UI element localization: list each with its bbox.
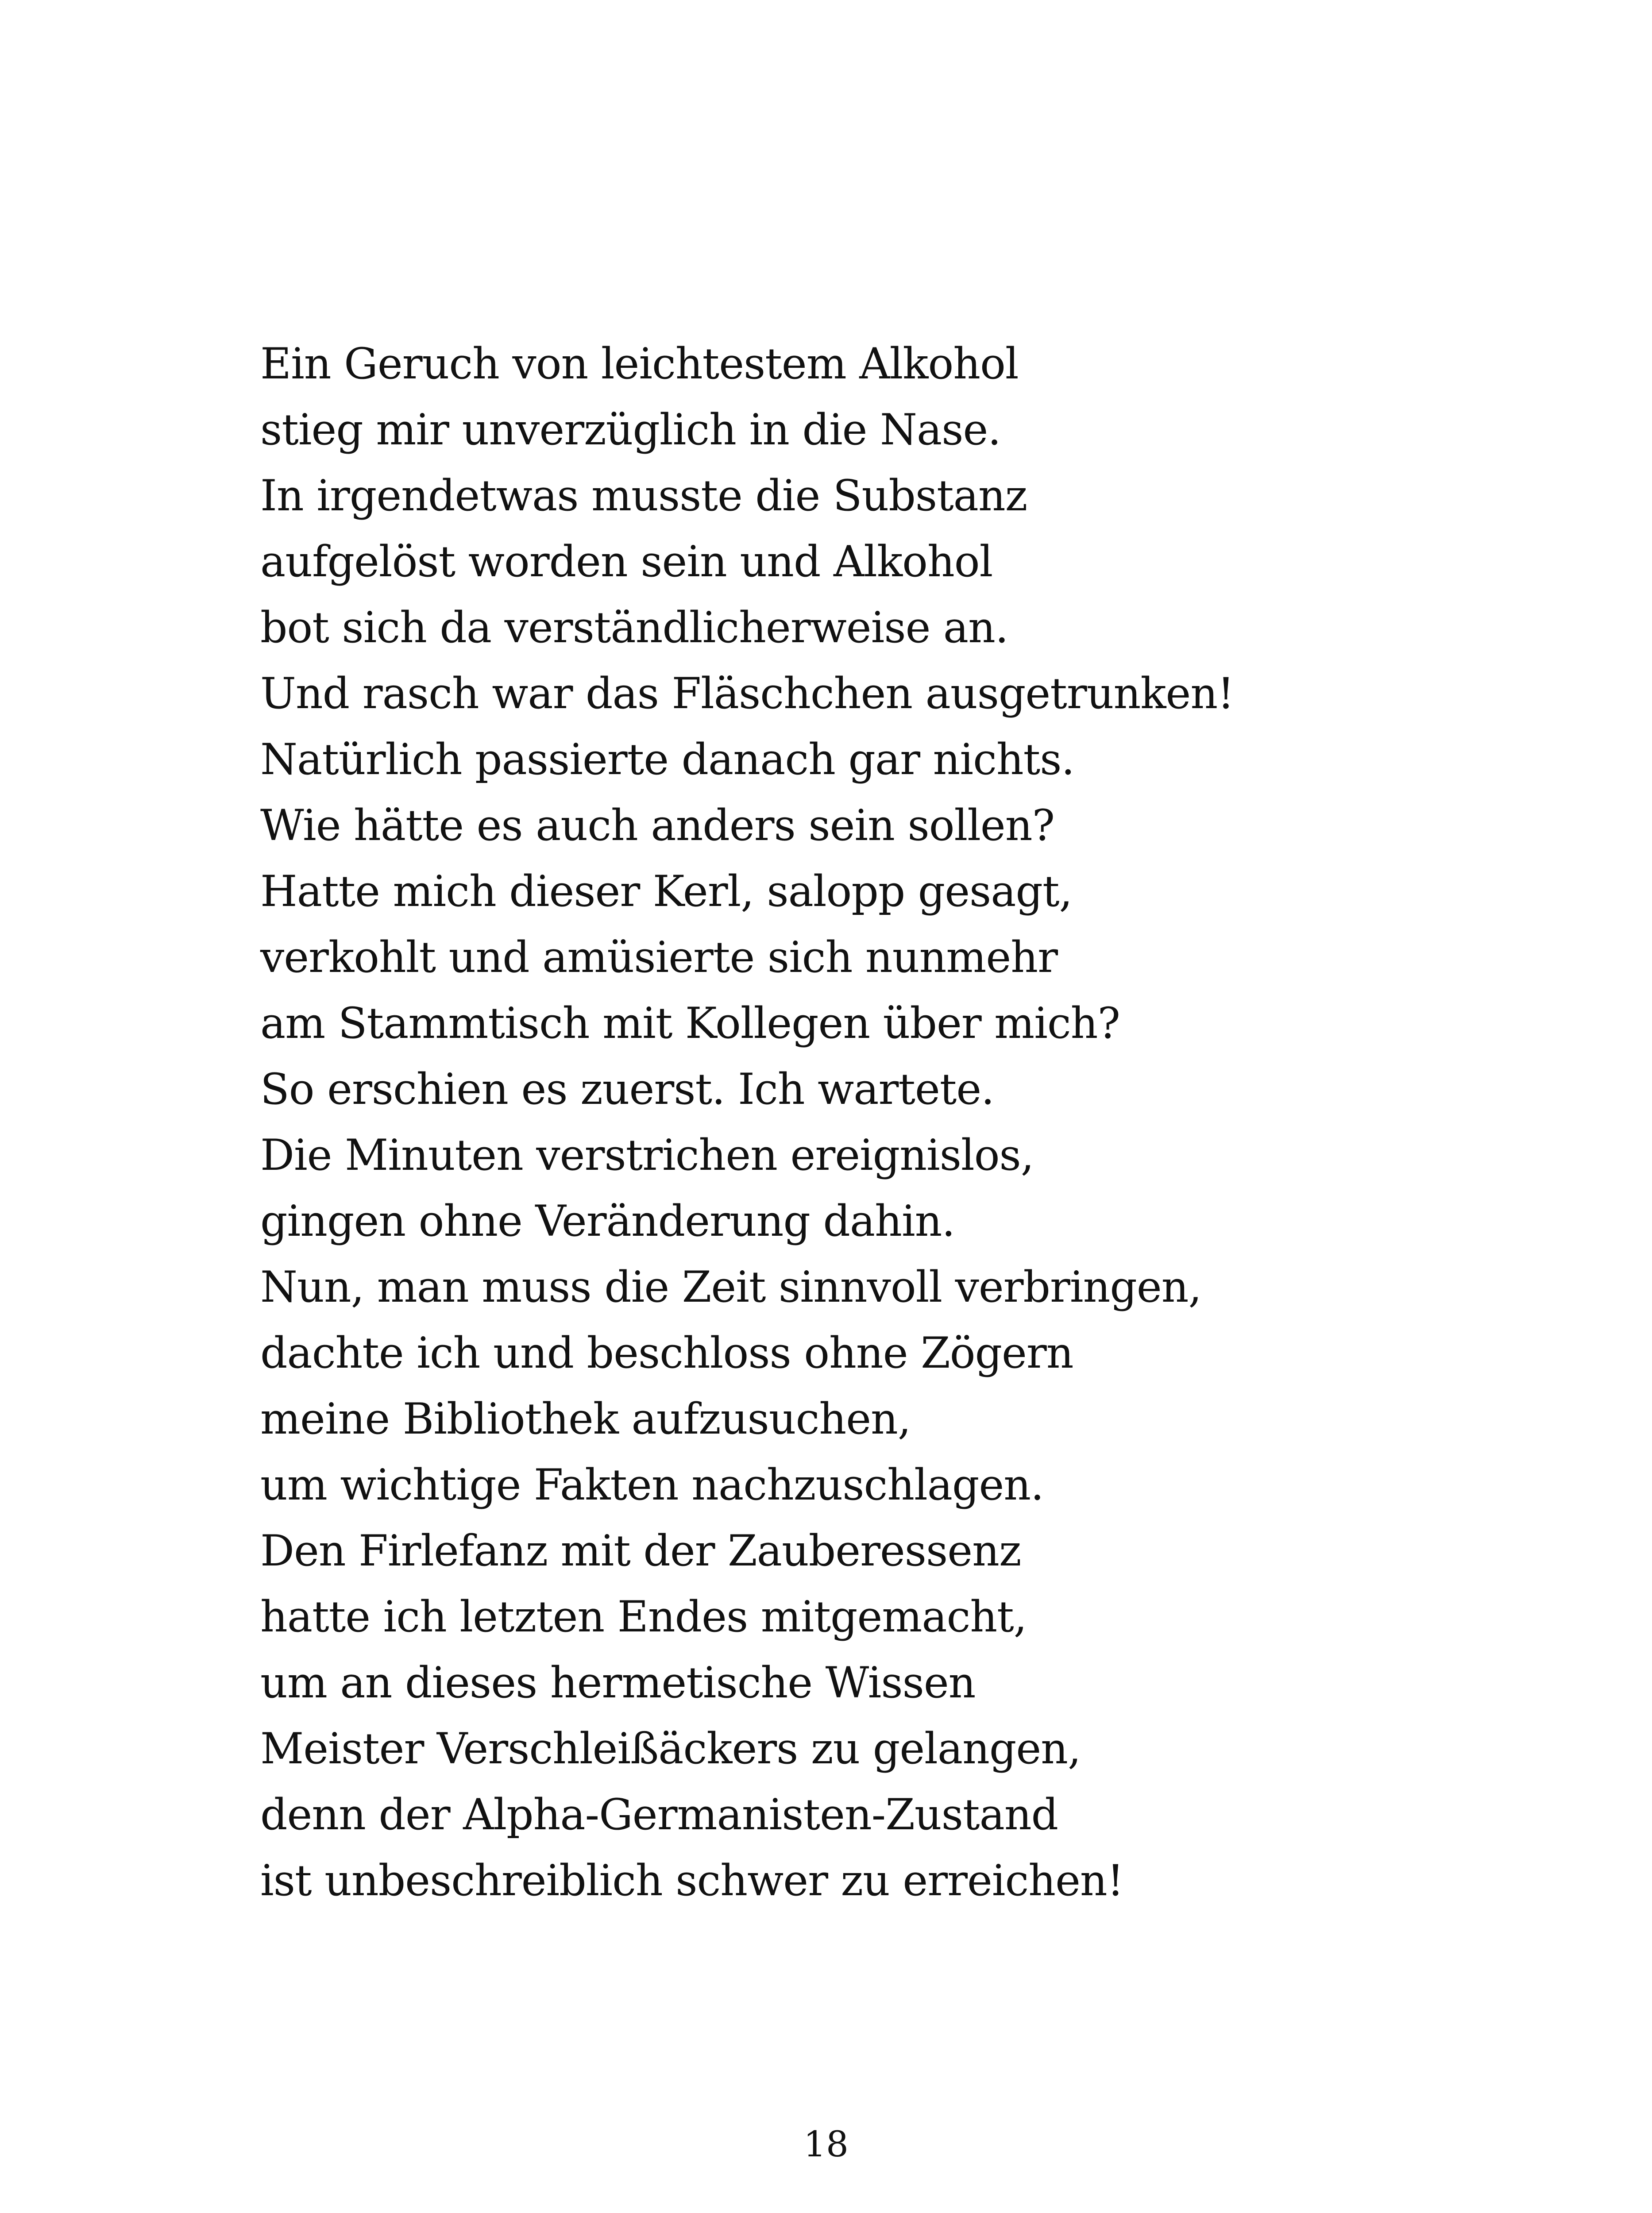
poem-line: am Stammtisch mit Kollegen über mich? (260, 999, 1120, 1048)
poem-line: Meister Verschleißäckers zu gelangen, (260, 1724, 1081, 1773)
poem-line: So erschien es zuerst. Ich wartete. (260, 1064, 994, 1114)
poem-line: gingen ohne Veränderung dahin. (260, 1196, 955, 1246)
poem-line: aufgelöst worden sein und Alkohol (260, 537, 993, 586)
poem-line: um wichtige Fakten nachzuschlagen. (260, 1460, 1044, 1510)
poem-line: denn der Alpha-Germanisten-Zustand (260, 1790, 1058, 1839)
poem-text-block (260, 331, 1588, 1914)
poem-line: Und rasch war das Fläschchen ausgetrunken! (260, 669, 1234, 718)
poem-line: verkohlt und amüsierte sich nunmehr (260, 933, 1058, 982)
poem-line: Hatte mich dieser Kerl, salopp gesagt, (260, 867, 1073, 916)
poem-line: Natürlich passierte danach gar nichts. (260, 735, 1075, 784)
poem-line: meine Bibliothek aufzusuchen, (260, 1394, 911, 1444)
poem-line: In irgendetwas musste die Substanz (260, 471, 1027, 520)
poem-line: dachte ich und beschloss ohne Zögern (260, 1328, 1073, 1378)
poem-line: Die Minuten verstrichen ereignislos, (260, 1130, 1034, 1180)
poem-line: um an dieses hermetische Wissen (260, 1658, 976, 1708)
poem-line: stieg mir unverzüglich in die Nase. (260, 405, 1001, 455)
poem-line: ist unbeschreiblich schwer zu erreichen! (260, 1856, 1124, 1905)
poem-line: Nun, man muss die Zeit sinnvoll verbringen, (260, 1262, 1201, 1312)
page-number: 18 (803, 2124, 849, 2165)
poem-line: Wie hätte es auch anders sein sollen? (260, 801, 1055, 850)
poem-line: Den Firlefanz mit der Zauberessenz (260, 1526, 1021, 1576)
poem-line: bot sich da verständlicherweise an. (260, 603, 1008, 652)
poem-line: hatte ich letzten Endes mitgemacht, (260, 1592, 1027, 1642)
poem-line: Ein Geruch von leichtestem Alkohol (260, 339, 1019, 389)
